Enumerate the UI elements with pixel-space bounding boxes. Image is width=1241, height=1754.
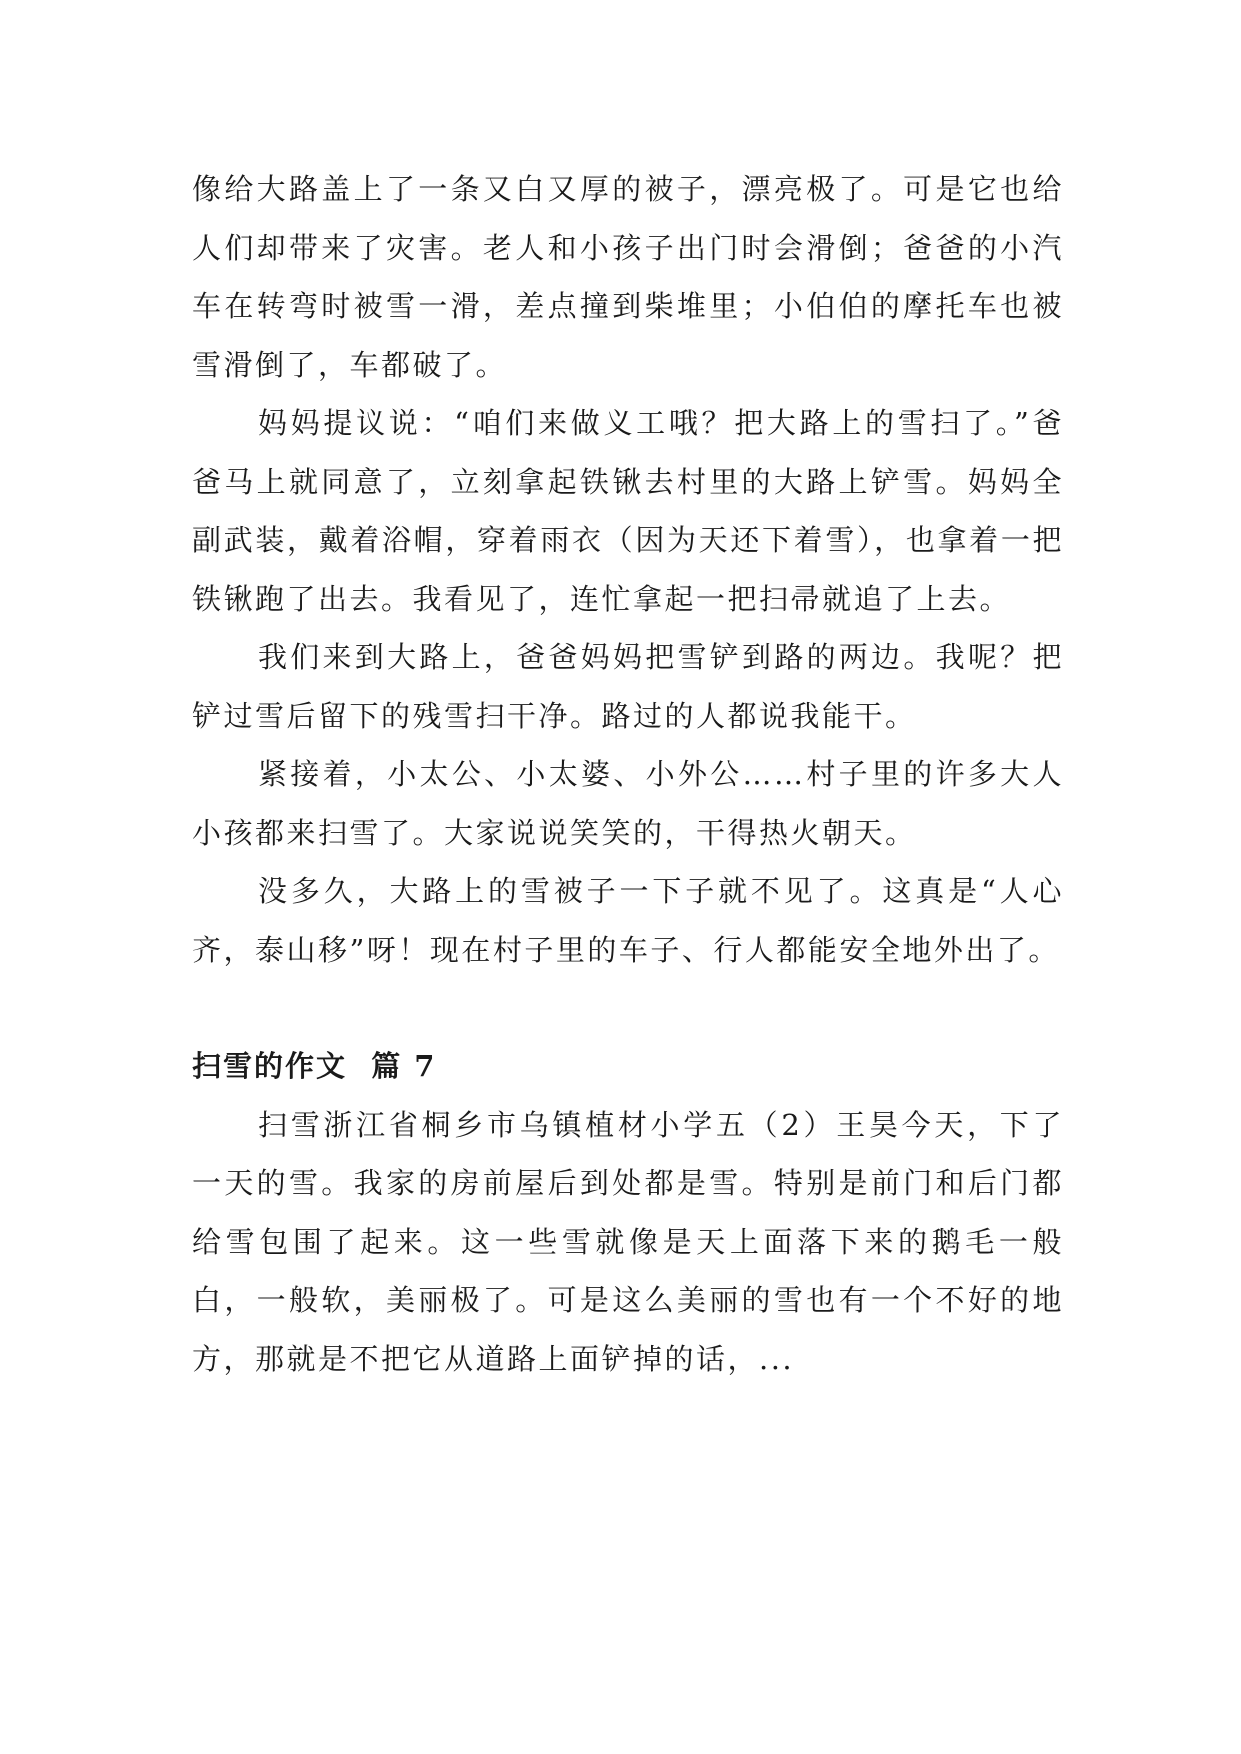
paragraph-on-the-road: 我们来到大路上，爸爸妈妈把雪铲到路的两边。我呢？把铲过雪后留下的残雪扫干净。路过的人都说我能干。 [192, 640, 1064, 733]
section-heading: 扫雪的作文 篇 7 [192, 1049, 437, 1083]
text-column [192, 160, 1064, 1388]
paragraph-essay-7-intro: 扫雪浙江省桐乡市乌镇植材小学五（2）王昊今天，下了一天的雪。我家的房前屋后到处都是雪。特别是前门和后门都给雪包围了起来。这一些雪就像是天上面落下来的鹅毛一般白，一般软，美丽极了。可是这么美丽的雪也有一个不好的地方，那就是不把它从道路上面铲掉的话，... [192, 1107, 1064, 1376]
paragraph-villagers-join: 紧接着，小太公、小太婆、小外公……村子里的许多大人小孩都来扫雪了。大家说说笑笑的，干得热火朝天。 [192, 757, 1064, 850]
paragraph-volunteer-proposal: 妈妈提议说：“咱们来做义工哦？把大路上的雪扫了。”爸爸马上就同意了，立刻拿起铁锹去村里的大路上铲雪。妈妈全副武装，戴着浴帽，穿着雨衣（因为天还下着雪），也拿着一把铁锹跑了出去。我看见了，连忙拿起一把扫帚就追了上去。 [192, 406, 1064, 616]
paragraph-conclusion: 没多久，大路上的雪被子一下子就不见了。这真是“人心齐，泰山移”呀！现在村子里的车子、行人都能安全地外出了。 [192, 874, 1064, 967]
paragraph-continuation: 像给大路盖上了一条又白又厚的被子，漂亮极了。可是它也给人们却带来了灾害。老人和小孩子出门时会滑倒；爸爸的小汽车在转弯时被雪一滑，差点撞到柴堆里；小伯伯的摩托车也被雪滑倒了，车都破了。 [192, 172, 1064, 382]
